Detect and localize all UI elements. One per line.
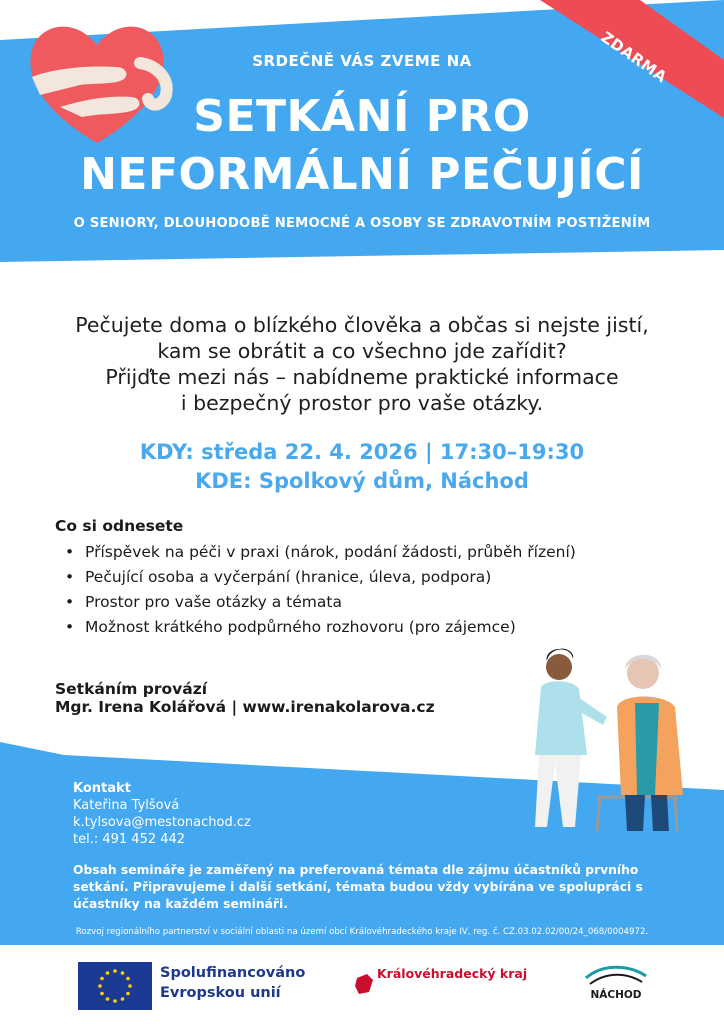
free-badge: ZDARMA [597,28,671,87]
event-when: KDY: středa 22. 4. 2026 | 17:30–19:30 [139,440,585,464]
eu-star-icon [100,977,104,981]
contact-phone[interactable]: tel.: 491 452 442 [73,832,186,847]
contact-email[interactable]: k.tylsova@mestonachod.cz [73,815,251,830]
eu-star-icon [98,984,102,988]
subtitle: O SENIORY, DLOUHODOBĚ NEMOCNÉ A OSOBY SE ZDRAVOTNÍM POSTIŽENÍM [73,216,651,231]
intro-line: kam se obrátit a co všechno jde zařídit? [157,339,567,363]
city-name: NÁCHOD [590,989,642,1001]
list-item: • Možnost krátkého podpůrného rozhovoru (pro zájemce) [55,615,576,640]
intro-line: i bezpečný prostor pro vaše otázky. [180,391,544,415]
eu-star-icon [121,997,125,1001]
contact-block [73,780,251,848]
eu-line-2: Evropskou unií [160,985,281,1001]
takeaways-list [55,540,576,640]
host-label: Setkáním provází [55,680,208,698]
eu-star-icon [106,997,110,1001]
eu-star-icon [106,971,110,975]
eu-star-icon [113,999,117,1003]
list-item: • Příspěvek na péči v praxi (nárok, podání žádosti, průběh řízení) [55,540,576,565]
eu-star-icon [126,977,130,981]
kraj-mark-icon [355,972,375,996]
eu-flag-icon [78,962,152,1010]
contact-name: Kateřina Tylšová [73,798,180,813]
list-item: • Pečující osoba a vyčerpání (hranice, úleva, podpora) [55,565,576,590]
eu-star-icon [113,969,117,973]
title-line-1: SETKÁNÍ PRO [193,91,531,142]
host-name: Mgr. Irena Kolářová | www.irenakolarova.cz [55,698,435,716]
region-logo [355,966,527,996]
eu-star-icon [128,984,132,988]
eu-star-icon [100,992,104,996]
caregiver-illustration [525,645,705,835]
intro-line: Pečujete doma o blízkého člověka a občas si nejste jistí, [75,313,649,337]
event-where: KDE: Spolkový dům, Náchod [195,469,529,493]
list-item: • Prostor pro vaše otázky a témata [55,590,576,615]
eu-cofunding-text [160,963,305,1003]
intro-line: Přijďte mezi nás – nabídneme praktické informace [105,365,619,389]
eu-line-1: Spolufinancováno [160,965,306,981]
takeaways-title: Co si odnesete [55,517,184,535]
seminar-note: Obsah semináře je zaměřený na preferovaná témata dle zájmu účastníků prvního setkání. Připravujeme i další setkání, témata budou vždy vybírána ve spolupráci s účastníky na každém semináři. [73,863,643,911]
eu-star-icon [121,971,125,975]
region-name: Královéhradecký kraj [377,966,528,981]
contact-heading: Kontakt [73,781,131,796]
eu-star-icon [126,992,130,996]
project-note: Rozvoj regionálního partnerství v sociální oblasti na území obcí Královéhradeckého kraje IV, reg. č. CZ.03.02.02/00/24_068/0004972. [75,927,649,937]
title-line-2: NEFORMÁLNÍ PEČUJÍCÍ [80,149,644,200]
invite-line: SRDEČNĚ VÁS ZVEME NA [252,52,472,70]
intro-paragraph [0,312,724,416]
